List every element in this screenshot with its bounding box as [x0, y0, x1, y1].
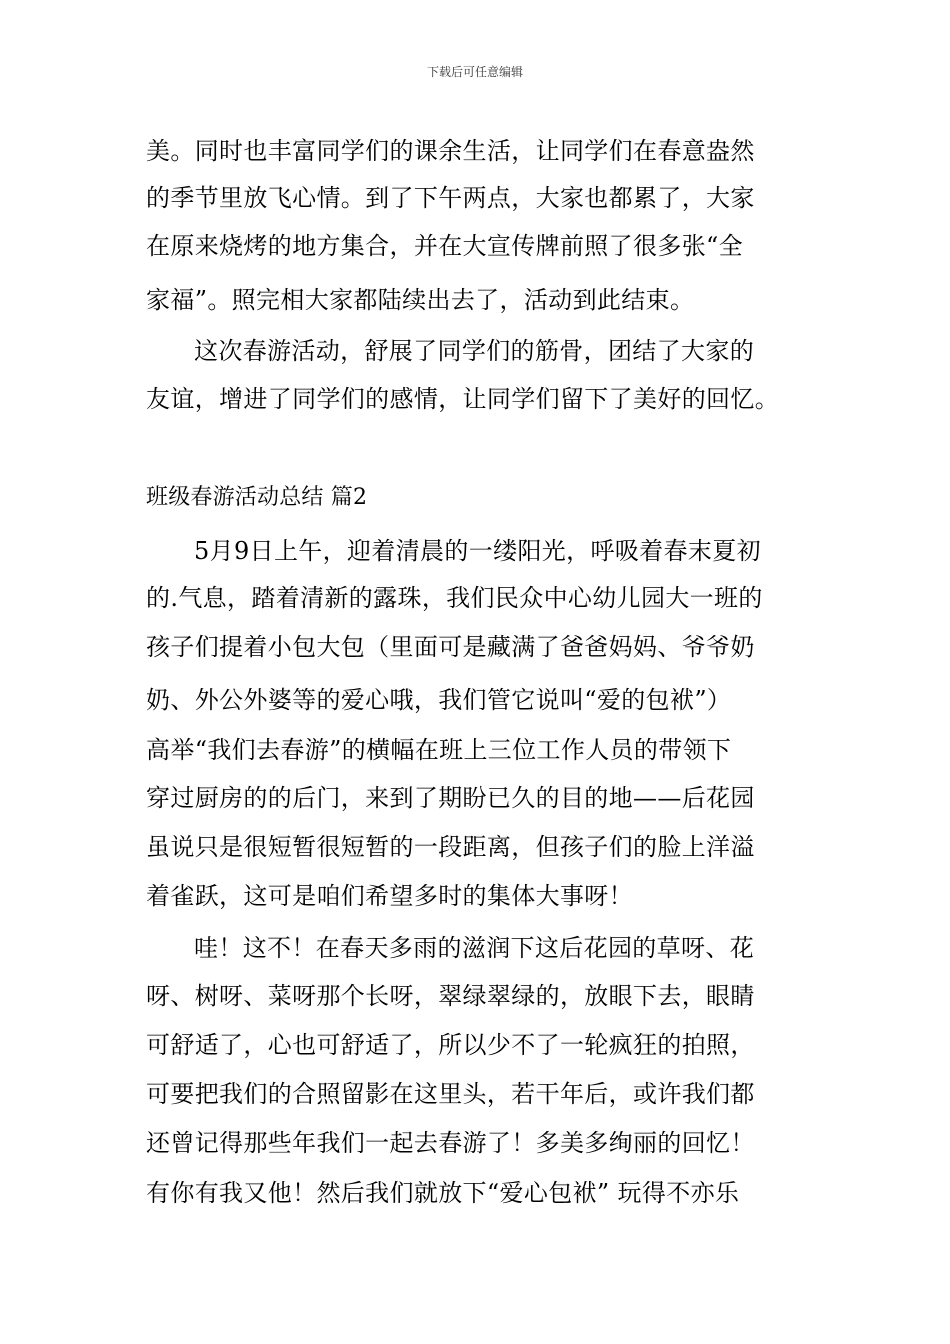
paragraph-4-line-6: 有你有我又他！然后我们就放下“爱心包袱” 玩得不亦乐 [146, 1179, 740, 1207]
paragraph-3-line-2: 的.气息，踏着清新的露珠，我们民众中心幼儿园大一班的 [146, 584, 763, 612]
paragraph-3-line-3: 孩子们提着小包大包（里面可是藏满了爸爸妈妈、爷爷奶 [146, 633, 755, 661]
paragraph-1-line-3: 在原来烧烤的地方集合，并在大宣传牌前照了很多张“全 [146, 232, 744, 260]
paragraph-1-line-4: 家福”。照完相大家都陆续出去了，活动到此结束。 [146, 286, 695, 314]
paragraph-3-line-8: 着雀跃，这可是咱们希望多时的集体大事呀！ [146, 882, 633, 910]
paragraph-2-line-2: 友谊，增进了同学们的感情，让同学们留下了美好的回忆。 [146, 385, 780, 413]
paragraph-3-line-6: 穿过厨房的的后门，来到了期盼已久的目的地——后花园 [146, 784, 755, 812]
section-heading: 班级春游活动总结 篇2 [146, 485, 368, 510]
paragraph-4-line-5: 还曾记得那些年我们一起去春游了！多美多绚丽的回忆！ [146, 1129, 755, 1157]
paragraph-3-line-7: 虽说只是很短暂很短暂的一段距离，但孩子们的脸上洋溢 [146, 833, 755, 861]
paragraph-4-line-3: 可舒适了，心也可舒适了，所以少不了一轮疯狂的拍照， [146, 1031, 755, 1059]
page-header: 下载后可任意编辑 [426, 65, 523, 79]
paragraph-1-line-2: 的季节里放飞心情。到了下午两点，大家也都累了，大家 [146, 184, 755, 212]
paragraph-1-line-1: 美。同时也丰富同学们的课余生活，让同学们在春意盎然 [146, 137, 755, 165]
paragraph-3-line-5: 高举“我们去春游”的横幅在班上三位工作人员的带领下 [146, 736, 732, 764]
paragraph-2-line-1: 这次春游活动，舒展了同学们的筋骨，团结了大家的 [194, 337, 755, 365]
paragraph-4-line-2: 呀、树呀、菜呀那个长呀，翠绿翠绿的，放眼下去，眼睛 [146, 982, 755, 1010]
paragraph-3-line-1: 5月9日上午，迎着清晨的一缕阳光，呼吸着春末夏初 [194, 537, 761, 565]
paragraph-3-line-4: 奶、外公外婆等的爱心哦，我们管它说叫“爱的包袱”） [146, 686, 732, 714]
paragraph-4-line-4: 可要把我们的合照留影在这里头，若干年后，或许我们都 [146, 1080, 755, 1108]
paragraph-4-line-1: 哇！这不！在春天多雨的滋润下这后花园的草呀、花 [194, 934, 755, 962]
